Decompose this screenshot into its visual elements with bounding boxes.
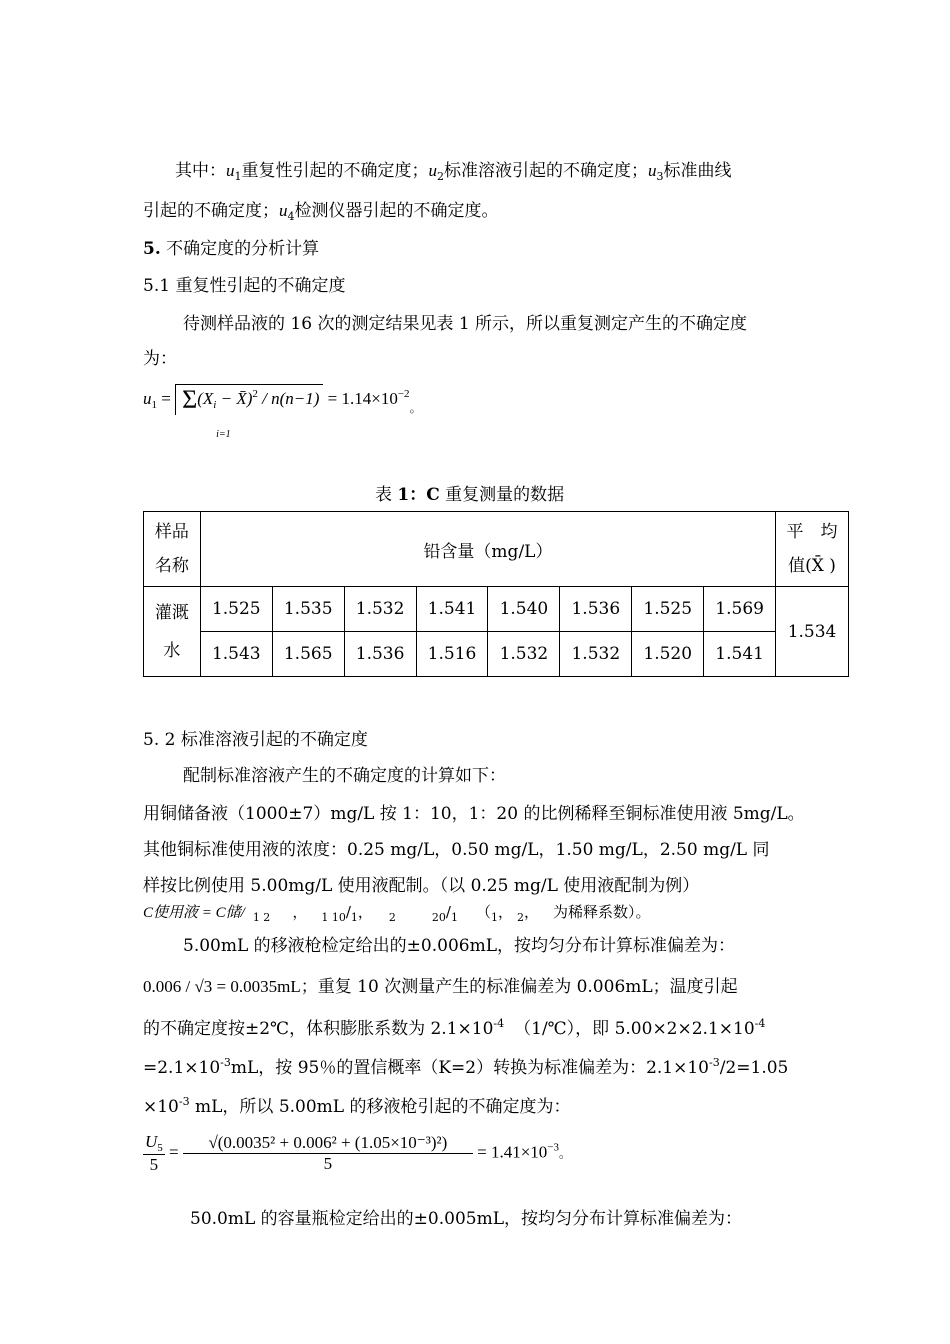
cell: 1.541	[704, 632, 776, 677]
cell: 1.516	[416, 632, 488, 677]
data-table	[143, 511, 849, 677]
cell: 1.525	[200, 587, 272, 632]
header-lead-content: 铅含量（mg/L）	[200, 512, 775, 587]
dilution-formula: C使用液 = C储/ $_{1 2}$ ， $_{1 10}/_1$， $_2$ $_{20}/_1$ （$_1$， $_2$， 为稀释系数）。	[143, 903, 651, 924]
cell: 1.520	[632, 632, 704, 677]
formula-u5: $\frac{U_5}{5}$ = $\frac{\text{√(0.0035² + 0.006² + (1.05×10⁻³)²)}}{5}$ = $1.41\times 10^{-3}$。	[145, 1132, 572, 1174]
cell: 1.535	[272, 587, 344, 632]
section-5-2-heading: 5. 2 标准溶液引起的不确定度	[143, 730, 368, 750]
cell: 1.543	[200, 632, 272, 677]
para-5-2-line-3: 其他铜标准使用液的浓度：0.25 mg/L，0.50 mg/L，1.50 mg/L，2.50 mg/L 同	[143, 840, 770, 860]
cell: 1.532	[344, 587, 416, 632]
para-5-2-line-2: 用铜储备液（1000±7）mg/L 按 1：10，1：20 的比例稀释至铜标准使用液 5mg/L。	[143, 804, 805, 824]
para-5-2-line-1: 配制标准溶液产生的不确定度的计算如下：	[183, 766, 506, 786]
cell: 1.540	[488, 587, 560, 632]
cell: 1.525	[632, 587, 704, 632]
header-average: 平 均 值(X̄ )	[776, 512, 849, 587]
cell: 1.536	[560, 587, 632, 632]
section-5-heading: 5. 不确定度的分析计算	[143, 239, 320, 259]
table-row	[144, 587, 849, 632]
para-5-2-line-7: 0.006 / √3 = 0.0035mL；重复 10 次测量产生的标准偏差为 0.006mL；温度引起	[143, 977, 738, 997]
cell: 1.536	[344, 632, 416, 677]
intro-line-1: 其中：$u_1$重复性引起的不确定度；$u_2$标准溶液引起的不确定度；$u_3$标准曲线	[175, 161, 732, 183]
cell: 1.569	[704, 587, 776, 632]
para-5-1-line-1: 待测样品液的 16 次的测定结果见表 1 所示，所以重复测定产生的不确定度	[183, 314, 748, 334]
para-5-2-line-9: $=2.1\times 10^{-3}mL$，按 95％的置信概率（K=2）转换为标准偏差为：$2.1\times 10^{-3}/2=1.05$	[143, 1056, 789, 1078]
cell: 1.565	[272, 632, 344, 677]
cell: 1.532	[560, 632, 632, 677]
para-5-2-line-6: 5.00mL 的移液枪检定给出的±0.006mL，按均匀分布计算标准偏差为：	[183, 936, 735, 956]
intro-line-2: 引起的不确定度；$u_4$检测仪器引起的不确定度。	[143, 201, 499, 223]
table-caption: 表 1：C 重复测量的数据	[375, 485, 565, 505]
para-5-2-line-4: 样按比例使用 5.00mg/L 使用液配制。（以 0.25 mg/L 使用液配制为例）	[143, 876, 700, 896]
header-sample-name: 样品 名称	[144, 512, 201, 587]
para-5-2-line-10: $\times 10^{-3}$ mL，所以 5.00mL 的移液枪引起的不确定度为：	[143, 1095, 571, 1117]
sample-name-cell: 灌溉 水	[144, 587, 201, 677]
formula-u1: $u_1 = \Sigma(X_i$ − X̄)$^2$ / n(n−1) i=1 = $1.14\times 10^{-2}_。$	[143, 385, 422, 440]
cell: 1.532	[488, 632, 560, 677]
para-5-1-line-2: 为：	[143, 349, 177, 369]
para-5-2-line-8: 的不确定度按±2℃，体积膨胀系数为 $2.1\times 10^{-4}$ （1/℃），即 $5.00\times 2\times 2.1\times 10^{-4}$	[143, 1017, 766, 1039]
average-value-cell: 1.534	[776, 587, 849, 677]
para-last-line-1: 50.0mL 的容量瓶检定给出的±0.005mL，按均匀分布计算标准偏差为：	[190, 1209, 742, 1229]
cell: 1.541	[416, 587, 488, 632]
table-row	[144, 632, 849, 677]
section-5-1-heading: 5.1 重复性引起的不确定度	[143, 276, 346, 296]
